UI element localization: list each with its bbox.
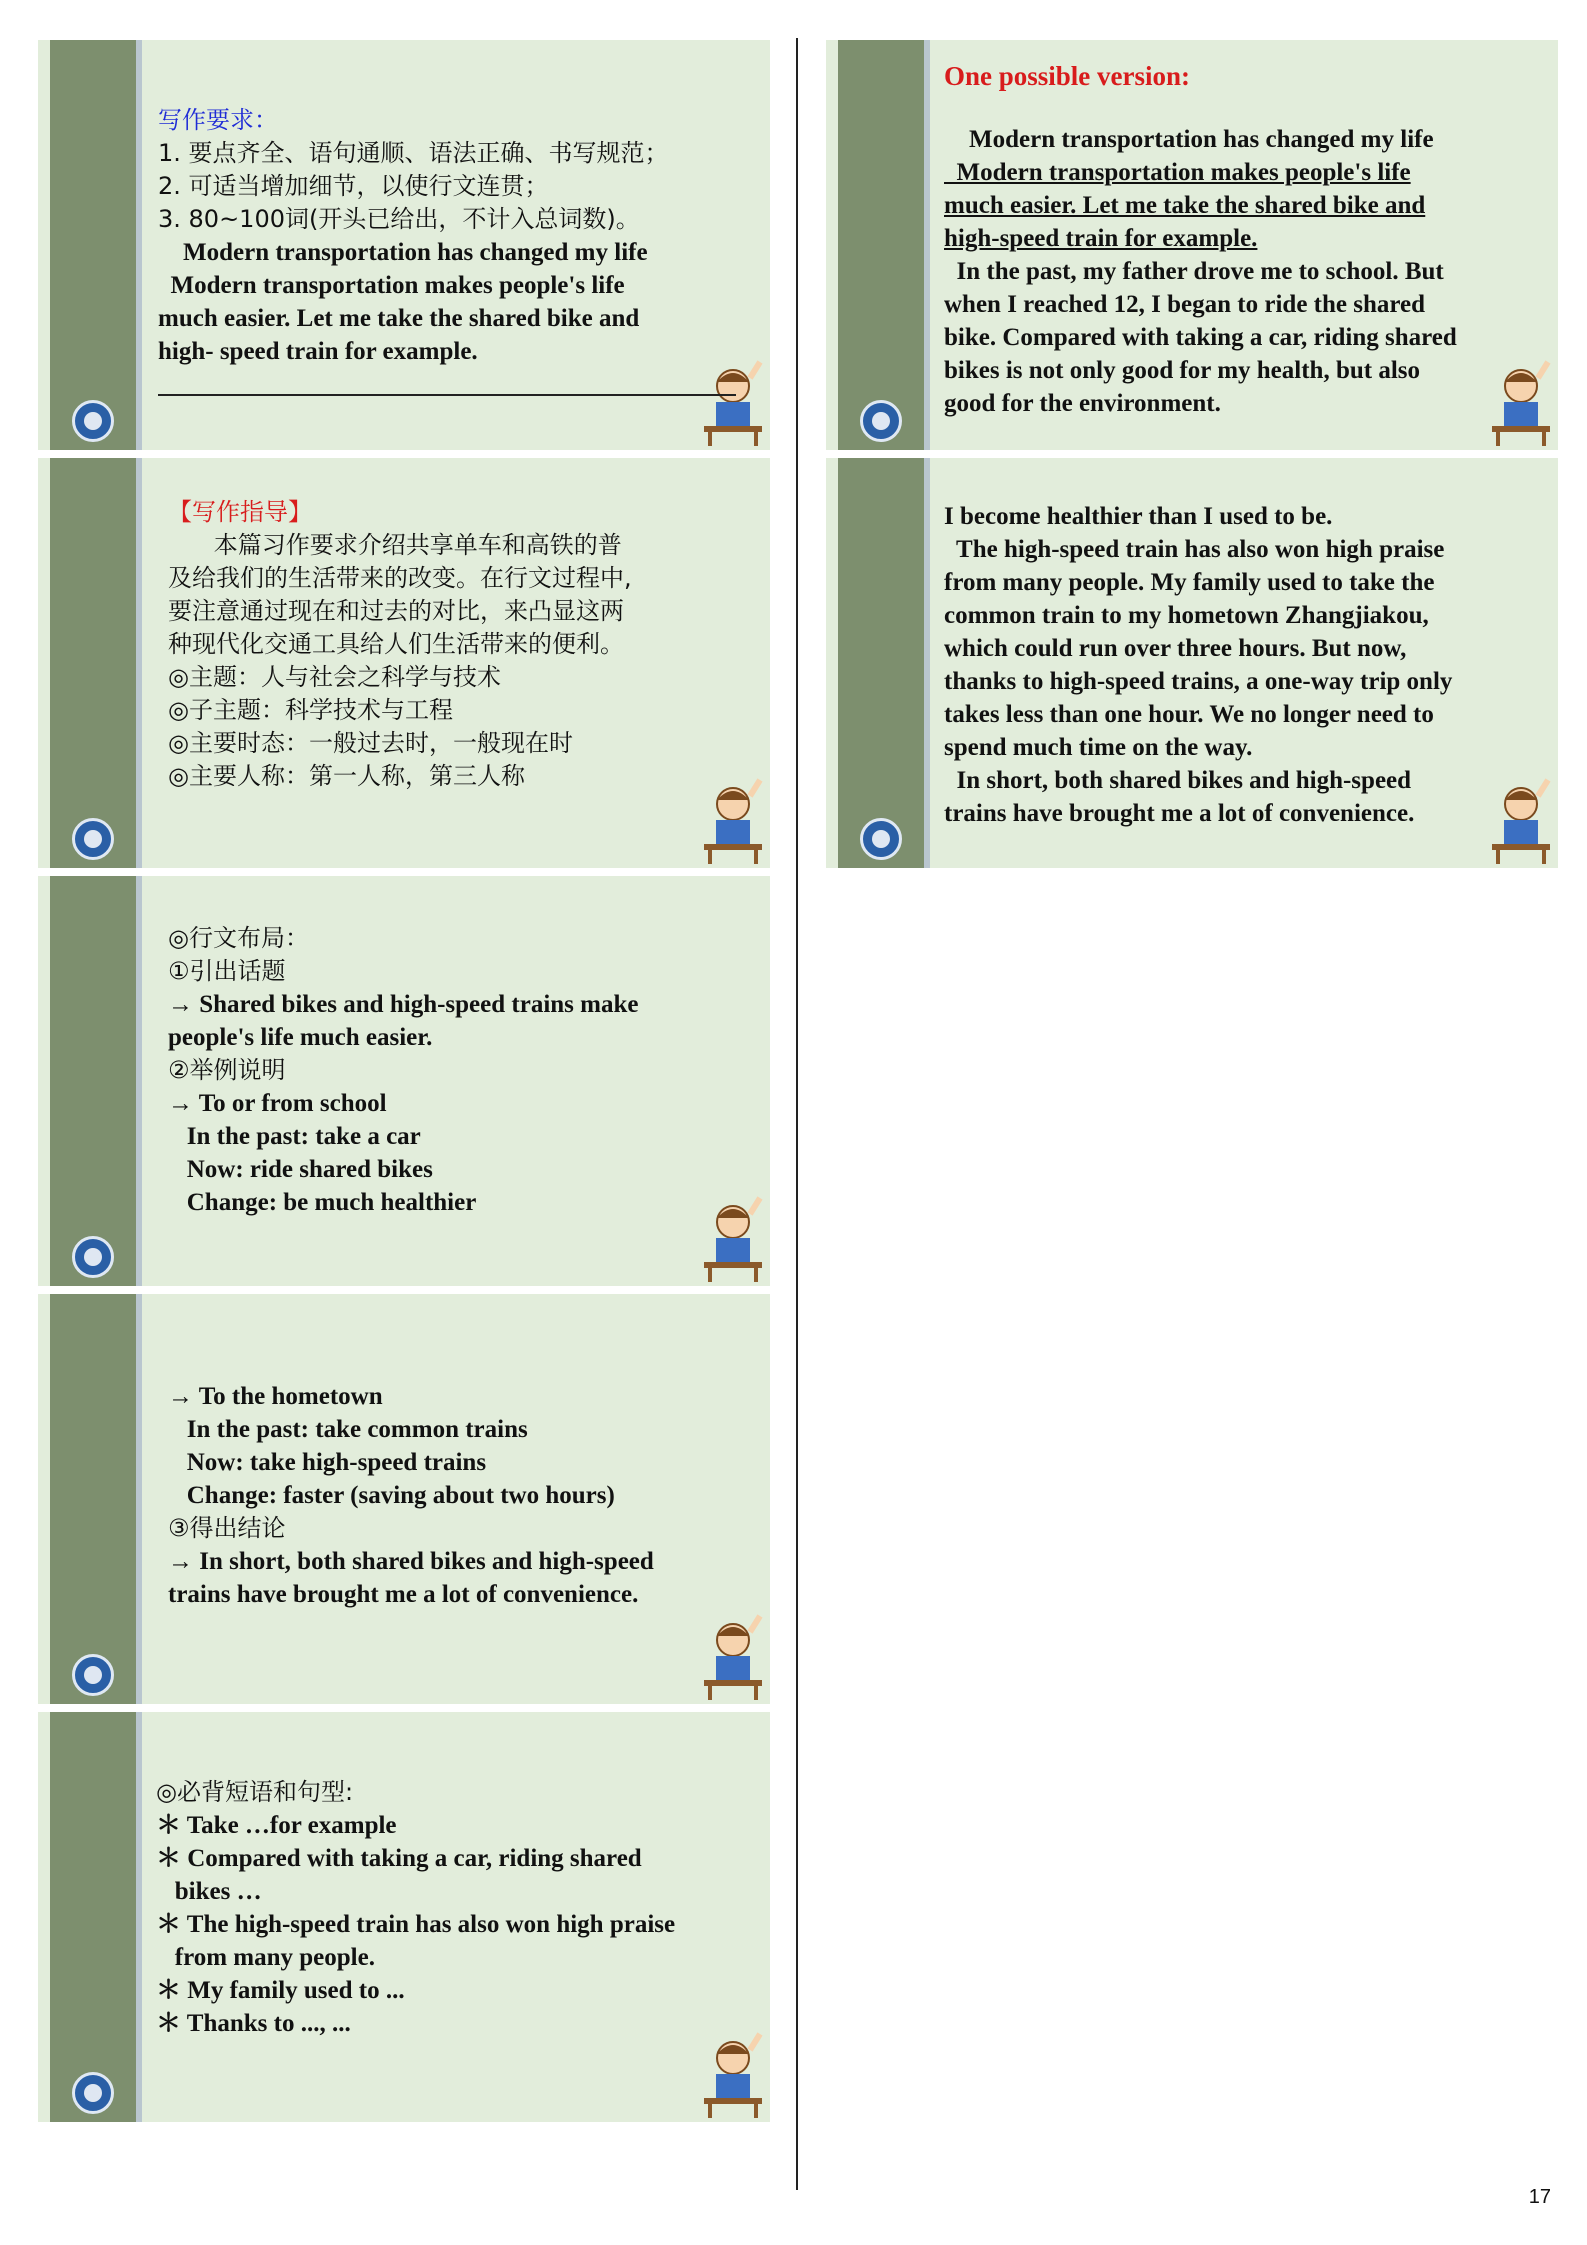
school-logo-icon: [72, 1654, 114, 1696]
text-line: → To or from school: [168, 1090, 387, 1117]
text-line: ◎主题：人与社会之科学与技术: [168, 663, 501, 691]
school-logo-icon: [860, 818, 902, 860]
student-mascot-icon: [698, 1612, 768, 1702]
page-number: 17: [1528, 2186, 1551, 2208]
text-line: trains have brought me a lot of convenience.: [168, 1581, 639, 1608]
text-line: high- speed train for example.: [158, 338, 478, 365]
text-line: which could run over three hours. But now,: [944, 635, 1407, 662]
slide-text: [168, 922, 638, 1219]
text-line: much easier. Let me take the shared bike and: [158, 305, 640, 332]
student-mascot-icon: [698, 2030, 768, 2120]
text-line: ◎必背短语和句型:: [156, 1778, 354, 1806]
student-mascot-icon: [1486, 776, 1556, 866]
text-line: spend much time on the way.: [944, 734, 1253, 761]
text-line: when I reached 12, I began to ride the shared: [944, 291, 1426, 318]
slide-side-bar: [50, 876, 136, 1286]
text-line: 种现代化交通工具给人们生活带来的便利。: [168, 630, 624, 658]
text-line: bikes is not only good for my health, but also: [944, 357, 1421, 384]
text-line: Change: faster (saving about two hours): [168, 1482, 615, 1509]
slide-side-bar: [50, 1294, 136, 1704]
student-mascot-icon: [698, 776, 768, 866]
slide-structure-continued: [38, 1294, 770, 1704]
answer-blank-line: [158, 394, 736, 396]
text-line: In the past, my father drove me to school. But: [944, 258, 1444, 285]
text-line: 要注意通过现在和过去的对比，来凸显这两: [168, 597, 624, 625]
text-line: 3. 80~100词(开头已给出，不计入总词数)。: [158, 205, 640, 233]
text-line: → In short, both shared bikes and high-speed: [168, 1548, 654, 1575]
text-line: Change: be much healthier: [168, 1189, 477, 1216]
text-line: 2. 可适当增加细节，以使行文连贯；: [158, 172, 549, 200]
text-line: In the past: take common trains: [168, 1416, 528, 1443]
column-divider: [796, 38, 798, 2190]
slide-side-bar: [50, 40, 136, 450]
slide-text: [156, 1776, 675, 2040]
text-line: → To the hometown: [168, 1383, 383, 1410]
slide-text: [168, 496, 632, 793]
text-line: ＊ Compared with taking a car, riding shared: [156, 1845, 642, 1872]
text-line: from many people.: [156, 1944, 375, 1971]
slide-writing-requirements: [38, 40, 770, 450]
text-line: Now: take high-speed trains: [168, 1449, 487, 1476]
slide-text: [168, 1380, 654, 1611]
text-line: from many people. My family used to take the: [944, 569, 1435, 596]
text-line: → Shared bikes and high-speed trains make: [168, 991, 639, 1018]
text-line: ③得出结论: [168, 1514, 286, 1542]
school-logo-icon: [72, 400, 114, 442]
text-line: ＊ Take …for example: [156, 1812, 397, 1839]
text-line: ①引出话题: [168, 957, 286, 985]
text-line: Modern transportation makes people's life: [158, 272, 625, 299]
text-line: ②举例说明: [168, 1056, 286, 1084]
text-line: bikes …: [156, 1878, 262, 1905]
slide-side-bar: [838, 40, 924, 450]
text-line: people's life much easier.: [168, 1024, 433, 1051]
text-line: thanks to high-speed trains, a one-way trip only: [944, 668, 1453, 695]
school-logo-icon: [860, 400, 902, 442]
text-line: ◎子主题：科学技术与工程: [168, 696, 453, 724]
text-line: The high-speed train has also won high praise: [944, 536, 1445, 563]
text-line: ＊ The high-speed train has also won high praise: [156, 1911, 676, 1938]
slide-sample-essay: [826, 40, 1558, 450]
slide-side-bar: [50, 458, 136, 868]
slide-key-phrases: [38, 1712, 770, 2122]
slide-text: [944, 60, 1457, 420]
text-line: 及给我们的生活带来的改变。在行文过程中,: [168, 564, 632, 592]
slide-text: [158, 104, 736, 396]
text-line: ◎主要人称：第一人称，第三人称: [168, 762, 525, 790]
text-line: 【写作指导】: [168, 498, 312, 526]
school-logo-icon: [72, 1236, 114, 1278]
slide-sample-essay-continued: [826, 458, 1558, 868]
slide-side-bar: [838, 458, 924, 868]
text-line: Modern transportation has changed my life: [944, 126, 1434, 153]
text-line: Now: ride shared bikes: [168, 1156, 433, 1183]
student-mascot-icon: [698, 1194, 768, 1284]
text-line: In short, both shared bikes and high-speed: [944, 767, 1412, 794]
text-line: In the past: take a car: [168, 1123, 421, 1150]
text-line: Modern transportation makes people's life: [944, 159, 1411, 186]
text-line: 本篇习作要求介绍共享单车和高铁的普: [168, 531, 622, 559]
student-mascot-icon: [1486, 358, 1556, 448]
text-line: good for the environment.: [944, 390, 1221, 417]
text-line: common train to my hometown Zhangjiakou,: [944, 602, 1429, 629]
text-line: 写作要求：: [158, 106, 278, 134]
text-line: bike. Compared with taking a car, riding shared: [944, 324, 1457, 351]
text-line: ◎行文布局：: [168, 924, 309, 952]
school-logo-icon: [72, 818, 114, 860]
text-line: high-speed train for example.: [944, 225, 1258, 252]
text-line: Modern transportation has changed my life: [158, 239, 648, 266]
text-line: [944, 93, 1457, 123]
slide-text: [944, 500, 1452, 830]
text-line: takes less than one hour. We no longer need to: [944, 701, 1434, 728]
text-line: trains have brought me a lot of convenience.: [944, 800, 1415, 827]
slide-structure: [38, 876, 770, 1286]
slide-writing-guidance: [38, 458, 770, 868]
school-logo-icon: [72, 2072, 114, 2114]
text-line: ＊ Thanks to ..., ...: [156, 2010, 351, 2037]
text-line: much easier. Let me take the shared bike and: [944, 192, 1426, 219]
text-line: ◎主要时态：一般过去时，一般现在时: [168, 729, 573, 757]
slide-side-bar: [50, 1712, 136, 2122]
text-line: ＊ My family used to ...: [156, 1977, 405, 2004]
text-line: One possible version:: [944, 61, 1191, 91]
text-line: I become healthier than I used to be.: [944, 503, 1333, 530]
text-line: 1. 要点齐全、语句通顺、语法正确、书写规范；: [158, 139, 669, 167]
